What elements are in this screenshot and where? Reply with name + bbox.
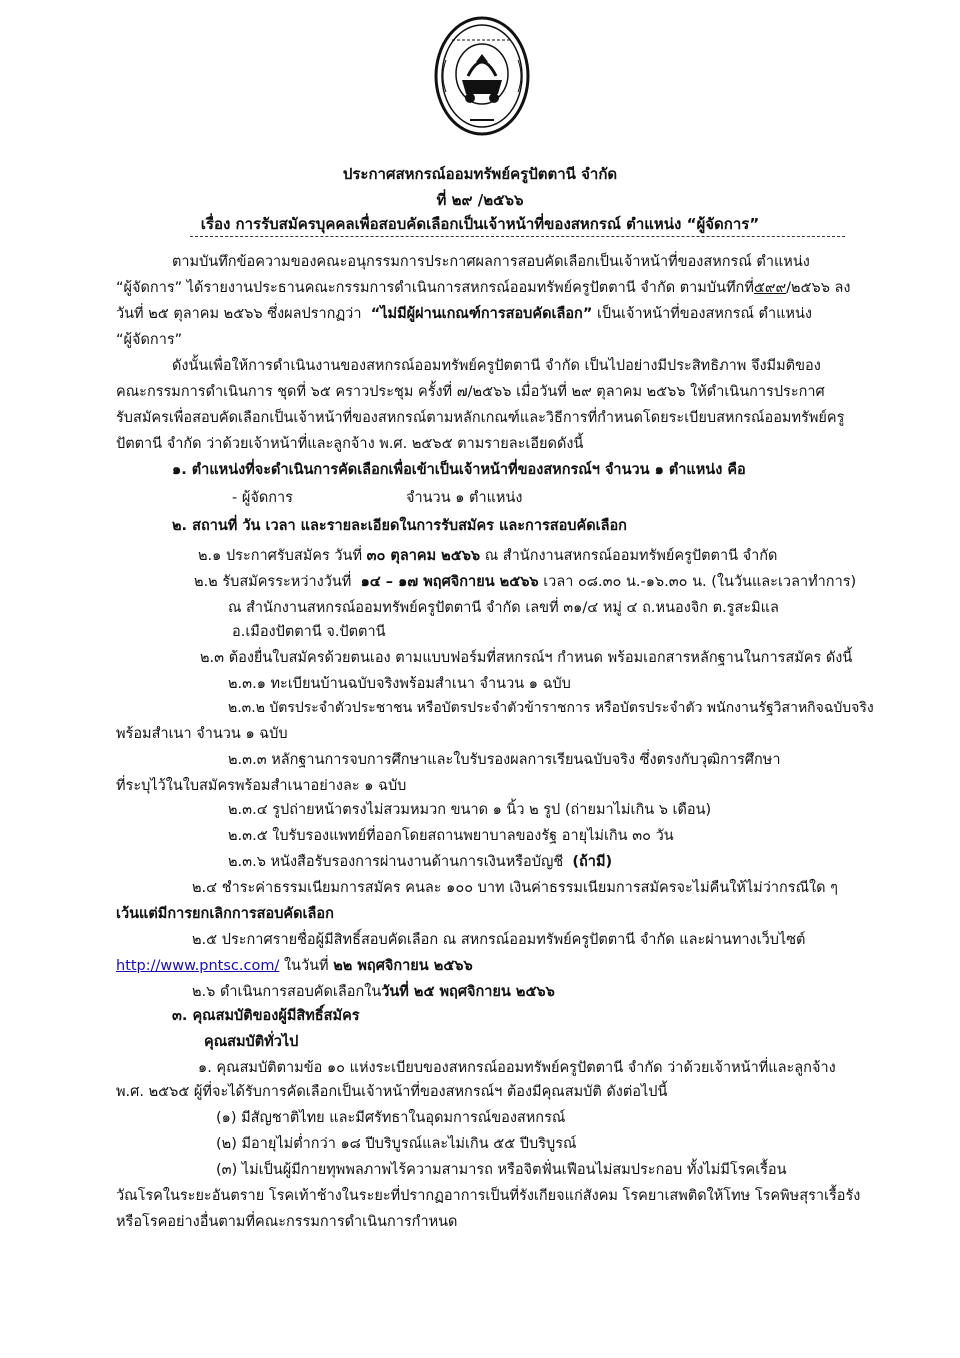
item-2-3-3-line-2: ที่ระบุไว้ในใบสมัครพร้อมสำเนาอย่างละ ๑ ฉบับ (116, 778, 407, 794)
qualification-1-c: (๓) ไม่เป็นผู้มีกายทุพพลภาพไร้ความสามารถ หรือจิตฟั่นเฟือนไม่สมประกอบ ทั้งไม่มีโรคเรื้อน (216, 1162, 787, 1178)
qualification-1-a: (๑) มีสัญชาติไทย และมีศรัทธาในอุดมการณ์ของสหกรณ์ (216, 1110, 566, 1126)
item-2-3-4: ๒.๓.๔ รูปถ่ายหน้าตรงไม่สวมหมวก ขนาด ๑ นิ้ว ๒ รูป (ถ่ายมาไม่เกิน ๖ เดือน) (228, 802, 712, 818)
section-2-heading: ๒. สถานที่ วัน เวลา และรายละเอียดในการรับสมัคร และการสอบคัดเลือก (172, 518, 627, 534)
paragraph-2-line-2: คณะกรรมการดำเนินการ ชุดที่ ๖๕ คราวประชุม ครั้งที่ ๗/๒๕๖๖ เมื่อวันที่ ๒๙ ตุลาคม ๒๕๖๖ ให้ดำเนินการประกาศ (116, 384, 825, 400)
item-2-6: ๒.๖ ดำเนินการสอบคัดเลือกในวันที่ ๒๕ พฤศจิกายน ๒๕๖๖ (192, 984, 555, 1000)
item-2-4: ๒.๔ ชำระค่าธรรมเนียมการสมัคร คนละ ๑๐๐ บาท เงินค่าธรรมเนียมการสมัครจะไม่คืนให้ไม่ว่ากรณีใด ๆ (192, 880, 838, 896)
paragraph-2-line-1: ดังนั้นเพื่อให้การดำเนินงานของสหกรณ์ออมทรัพย์ครูปัตตานี จำกัด เป็นไปอย่างมีประสิทธิภาพ จึงมีมติของ (172, 358, 821, 374)
cooperative-seal-logo (432, 14, 532, 138)
qualification-1-line-2: พ.ศ. ๒๕๖๕ ผู้ที่จะได้รับการคัดเลือกเป็นเจ้าหน้าที่ของสหกรณ์ฯ ต้องมีคุณสมบัติ ดังต่อไปนี้ (116, 1084, 668, 1100)
item-2-4-line-2: เว้นแต่มีการยกเลิกการสอบคัดเลือก (116, 906, 334, 922)
item-2-3-6: ๒.๓.๖ หนังสือรับรองการผ่านงานด้านการเงินหรือบัญชี (ถ้ามี) (228, 854, 613, 870)
item-2-5-line-2: http://www.pntsc.com/ ในวันที่ ๒๒ พฤศจิกายน ๒๕๖๖ (116, 958, 473, 974)
position-quantity: จำนวน ๑ ตำแหน่ง (406, 490, 523, 506)
paragraph-2-line-4: ปัตตานี จำกัด ว่าด้วยเจ้าหน้าที่และลูกจ้าง พ.ศ. ๒๕๖๕ ตามรายละเอียดดังนี้ (116, 436, 584, 452)
result-statement: “ไม่มีผู้ผ่านเกณฑ์การสอบคัดเลือก” (370, 306, 593, 322)
section-3-subheading: คุณสมบัติทั่วไป (204, 1034, 299, 1050)
item-2-3-5: ๒.๓.๕ ใบรับรองแพทย์ที่ออกโดยสถานพยาบาลของรัฐ อายุไม่เกิน ๓๐ วัน (228, 828, 674, 844)
website-link[interactable]: http://www.pntsc.com/ (116, 958, 280, 974)
header-divider (190, 236, 845, 237)
announcement-number: ที่ ๒๙ /๒๕๖๖ (436, 191, 524, 209)
qualification-1-b: (๒) มีอายุไม่ต่ำกว่า ๑๘ ปีบริบูรณ์และไม่เกิน ๕๕ ปีบริบูรณ์ (216, 1136, 577, 1152)
qualification-1-c-line-3: หรือโรคอย่างอื่นตามที่คณะกรรมการดำเนินการกำหนด (116, 1214, 458, 1230)
item-2-2-line-2: ณ สำนักงานสหกรณ์ออมทรัพย์ครูปัตตานี จำกัด เลขที่ ๓๑/๔ หมู่ ๔ ถ.หนองจิก ต.รูสะมิแล (228, 600, 779, 616)
qualification-1: ๑. คุณสมบัติตามข้อ ๑๐ แห่งระเบียบของสหกรณ์ออมทรัพย์ครูปัตตานี จำกัด ว่าด้วยเจ้าหน้าที่และลูกจ้าง (198, 1060, 836, 1076)
item-2-5: ๒.๕ ประกาศรายชื่อผู้มีสิทธิ์สอบคัดเลือก ณ สหกรณ์ออมทรัพย์ครูปัตตานี จำกัด และผ่านทางเว็บไซต์ (192, 932, 806, 948)
item-2-3-2: ๒.๓.๒ บัตรประจำตัวประชาชน หรือบัตรประจำตัวข้าราชการ หรือบัตรประจำตัว พนักงานรัฐวิสาหกิจฉบับจริง (228, 700, 874, 716)
paragraph-1-line-4: “ผู้จัดการ” (116, 332, 183, 348)
section-3-heading: ๓. คุณสมบัติของผู้มีสิทธิ์สมัคร (172, 1008, 360, 1024)
position-name: - ผู้จัดการ (232, 490, 293, 506)
item-2-3-1: ๒.๓.๑ ทะเบียนบ้านฉบับจริงพร้อมสำเนา จำนวน ๑ ฉบับ (228, 676, 571, 692)
section-1-heading: ๑. ตำแหน่งที่จะดำเนินการคัดเลือกเพื่อเข้าเป็นเจ้าหน้าที่ของสหกรณ์ฯ จำนวน ๑ ตำแหน่ง คือ (172, 462, 746, 478)
item-2-1: ๒.๑ ประกาศรับสมัคร วันที่ ๓๐ ตุลาคม ๒๕๖๖ ณ สำนักงานสหกรณ์ออมทรัพย์ครูปัตตานี จำกัด (198, 548, 778, 564)
paragraph-1-line-1: ตามบันทึกข้อความของคณะอนุกรรมการประกาศผลการสอบคัดเลือกเป็นเจ้าหน้าที่ของสหกรณ์ ตำแหน่ง (172, 254, 810, 270)
paragraph-1-line-3: วันที่ ๒๕ ตุลาคม ๒๕๖๖ ซึ่งผลปรากฏว่า “ไม่มีผู้ผ่านเกณฑ์การสอบคัดเลือก” เป็นเจ้าหน้าที่ของสหกรณ์ ตำแหน่ง (116, 306, 812, 322)
item-2-3-2-line-2: พร้อมสำเนา จำนวน ๑ ฉบับ (116, 726, 288, 742)
qualification-1-c-line-2: วัณโรคในระยะอันตราย โรคเท้าช้างในระยะที่ปรากฏอาการเป็นที่รังเกียจแก่สังคม โรคยาเสพติดให้โทษ โรคพิษสุราเรื้อรัง (116, 1188, 861, 1204)
paragraph-1-line-2: “ผู้จัดการ” ได้รายงานประธานคณะกรรมการดำเนินการสหกรณ์ออมทรัพย์ครูปัตตานี จำกัด ตามบันทึกที่๕๙๙/๒๕๖๖ ลง (116, 280, 851, 296)
paragraph-2-line-3: รับสมัครเพื่อสอบคัดเลือกเป็นเจ้าหน้าที่ของสหกรณ์ตามหลักเกณฑ์และวิธีการที่กำหนดโดยระเบียบสหกรณ์ออมทรัพย์ครู (116, 410, 845, 426)
item-2-3-3: ๒.๓.๓ หลักฐานการจบการศึกษาและใบรับรองผลการเรียนฉบับจริง ซึ่งตรงกับวุฒิการศึกษา (228, 752, 781, 768)
announcement-title: ประกาศสหกรณ์ออมทรัพย์ครูปัตตานี จำกัด (342, 165, 618, 183)
memo-number: ๕๙๙ (753, 280, 787, 296)
item-2-2: ๒.๒ รับสมัครระหว่างวันที่ ๑๔ – ๑๗ พฤศจิกายน ๒๕๖๖ เวลา ๐๘.๓๐ น.-๑๖.๓๐ น. (ในวันและเวลาทำการ) (194, 574, 857, 590)
item-2-2-line-3: อ.เมืองปัตตานี จ.ปัตตานี (232, 624, 386, 640)
announcement-subject: เรื่อง การรับสมัครบุคคลเพื่อสอบคัดเลือกเป็นเจ้าหน้าที่ของสหกรณ์ ตำแหน่ง “ผู้จัดการ” (200, 215, 760, 233)
item-2-3: ๒.๓ ต้องยื่นใบสมัครด้วยตนเอง ตามแบบฟอร์มที่สหกรณ์ฯ กำหนด พร้อมเอกสารหลักฐานในการสมัคร ดังนี้ (200, 650, 853, 666)
